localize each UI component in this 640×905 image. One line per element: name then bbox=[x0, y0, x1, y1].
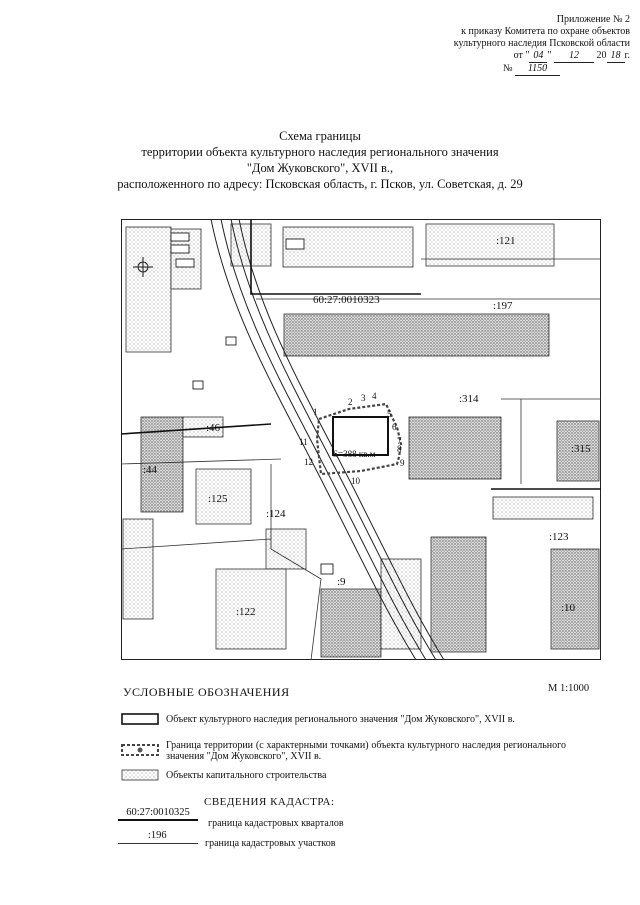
header-number: № 1150 bbox=[390, 63, 630, 76]
header-line-2: к приказу Комитета по охране объектов bbox=[461, 26, 630, 37]
parcel-label: :123 bbox=[549, 531, 569, 543]
outbuilding-shape bbox=[176, 259, 194, 267]
parcel-label: :122 bbox=[236, 606, 256, 618]
territory-boundary-swatch-icon bbox=[121, 743, 161, 757]
point-label: 12 bbox=[304, 457, 313, 467]
parcel-label: :9 bbox=[337, 576, 346, 588]
building-shape bbox=[321, 589, 381, 657]
outbuilding-shape bbox=[321, 564, 333, 574]
building-shape bbox=[284, 314, 549, 356]
title-line-1: Схема границы bbox=[279, 129, 361, 143]
point-label: 7 bbox=[397, 436, 402, 446]
approval-header bbox=[390, 14, 630, 76]
title-line-4: расположенного по адресу: Псковская область, г. Псков, ул. Советская, д. 29 bbox=[117, 177, 523, 191]
legend-item-boundary bbox=[121, 740, 601, 766]
building-shape bbox=[126, 227, 171, 352]
parcel-label: :315 bbox=[571, 443, 591, 455]
point-label: 3 bbox=[361, 393, 366, 403]
parcel-label: :121 bbox=[496, 235, 516, 247]
date-month: 12 bbox=[554, 50, 594, 63]
legend-item-buildings bbox=[121, 768, 601, 782]
header-line-3: культурного наследия Псковской области bbox=[453, 38, 630, 49]
point-label: 1 bbox=[313, 407, 318, 417]
title-line-2: территории объекта культурного наследия регионального значения bbox=[141, 145, 499, 159]
legend-title: УСЛОВНЫЕ ОБОЗНАЧЕНИЯ bbox=[123, 685, 290, 699]
point-label: 4 bbox=[372, 391, 377, 401]
date-day: 04 bbox=[529, 50, 547, 63]
parcel-label: :10 bbox=[561, 602, 576, 614]
building-shape bbox=[409, 417, 501, 479]
parcel-label: :197 bbox=[493, 300, 513, 312]
parcel-label: :314 bbox=[459, 393, 479, 405]
outbuilding-shape bbox=[226, 337, 236, 345]
parcel-label: :125 bbox=[208, 493, 228, 505]
building-shape bbox=[123, 519, 153, 619]
map-scale: М 1:1000 bbox=[548, 683, 590, 694]
outbuilding-shape bbox=[171, 245, 189, 253]
cadastral-map bbox=[121, 219, 601, 660]
cadastre-parcel-desc: граница кадастровых участков bbox=[205, 838, 336, 849]
point-label: 10 bbox=[351, 476, 360, 486]
quarter-sample-number: 60:27:0010325 bbox=[126, 807, 190, 818]
outbuilding-shape bbox=[193, 381, 203, 389]
cadastre-quarter-sample bbox=[118, 807, 198, 821]
area-label: S=388 кв.м bbox=[333, 449, 376, 459]
building-shape bbox=[426, 224, 554, 266]
building-shape bbox=[551, 549, 599, 649]
point-label: 5 bbox=[387, 409, 392, 419]
legend-item-heritage bbox=[121, 712, 601, 726]
point-label: 8 bbox=[397, 444, 402, 454]
heritage-object-swatch-icon bbox=[121, 712, 161, 726]
quarter-label: 60:27:0010323 bbox=[313, 294, 380, 306]
document-title bbox=[0, 128, 640, 192]
point-label: 6 bbox=[392, 422, 397, 432]
building-shape bbox=[431, 537, 486, 652]
capital-building-swatch-icon bbox=[121, 768, 161, 782]
point-label: 11 bbox=[299, 437, 308, 447]
parcel-label: :124 bbox=[266, 508, 286, 520]
building-shape bbox=[266, 529, 306, 569]
point-label: 9 bbox=[400, 458, 405, 468]
legend-text-buildings: Объекты капитального строительства bbox=[166, 770, 327, 781]
quarter-line-icon bbox=[118, 819, 198, 821]
cadastre-quarter-desc: граница кадастровых кварталов bbox=[208, 818, 344, 829]
header-date: от " 04 " 12 20 18 г. bbox=[513, 50, 630, 61]
parcel-label: :44 bbox=[143, 464, 158, 476]
parcel-label: :46 bbox=[206, 422, 221, 434]
parcel-line-icon bbox=[118, 843, 198, 844]
cadastre-parcel-sample bbox=[118, 830, 198, 844]
title-line-3: "Дом Жуковского", XVII в., bbox=[246, 161, 394, 175]
outbuilding-shape bbox=[286, 239, 304, 249]
outbuilding-shape bbox=[171, 233, 189, 241]
parcel-sample-number: :196 bbox=[148, 830, 167, 841]
header-line-1: Приложение № 2 bbox=[556, 14, 630, 25]
order-number: 1150 bbox=[515, 63, 560, 76]
legend-text-heritage: Объект культурного наследия регионального значения "Дом Жуковского", XVII в. bbox=[166, 714, 515, 725]
date-year: 18 bbox=[607, 50, 625, 63]
building-shape bbox=[493, 497, 593, 519]
point-label: 2 bbox=[348, 397, 353, 407]
legend-text-boundary: Граница территории (с характерными точками) объекта культурного наследия регионального значения "Дом Жуковского", XVII в. bbox=[166, 740, 566, 762]
cadastre-title: СВЕДЕНИЯ КАДАСТРА: bbox=[204, 796, 335, 808]
